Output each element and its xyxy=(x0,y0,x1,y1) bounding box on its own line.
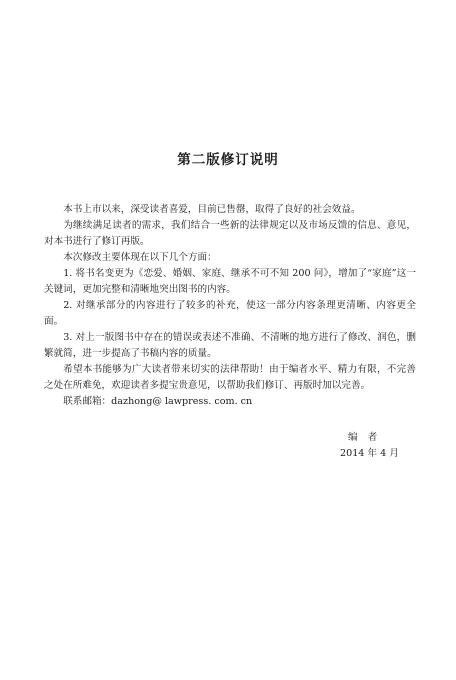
paragraph-change-3: 3. 对上一版图书中存在的错误或表述不准确、不清晰的地方进行了修改、润色，删繁就简，进一步提高了书稿内容的质量。 xyxy=(44,332,416,359)
paragraph-closing: 希望本书能够为广大读者带来切实的法律帮助！由于编者水平、精力有限，不完善之处在所难免，欢迎读者多提宝贵意见，以帮助我们修订、再版时加以完善。 xyxy=(44,364,416,391)
signature-date: 2014 年 4 月 xyxy=(340,448,399,459)
paragraph-contact-email: 联系邮箱：dazhong@ lawpress. com. cn xyxy=(63,396,253,407)
page-title: 第二版修订说明 xyxy=(177,152,279,168)
paragraph-change-2: 2. 对继承部分的内容进行了较多的补充，使这一部分内容条理更清晰、内容更全面。 xyxy=(44,300,416,327)
document-body xyxy=(44,202,416,410)
paragraph-revision-reason: 为继续满足读者的需求，我们结合一些新的法律规定以及市场反馈的信息、意见，对本书进行了修订再版。 xyxy=(44,220,416,247)
paragraph-intro: 本书上市以来，深受读者喜爱，目前已售罄，取得了良好的社会效益。 xyxy=(63,204,361,215)
paragraph-changes-intro: 本次修改主要体现在以下几个方面： xyxy=(63,252,217,263)
paragraph-change-1: 1. 将书名变更为《恋爱、婚姻、家庭、继承不可不知 200 问》，增加了“家庭”这一关键词，更加完整和清晰地突出图书的内容。 xyxy=(44,268,416,295)
signature-author: 编者 xyxy=(348,432,388,443)
